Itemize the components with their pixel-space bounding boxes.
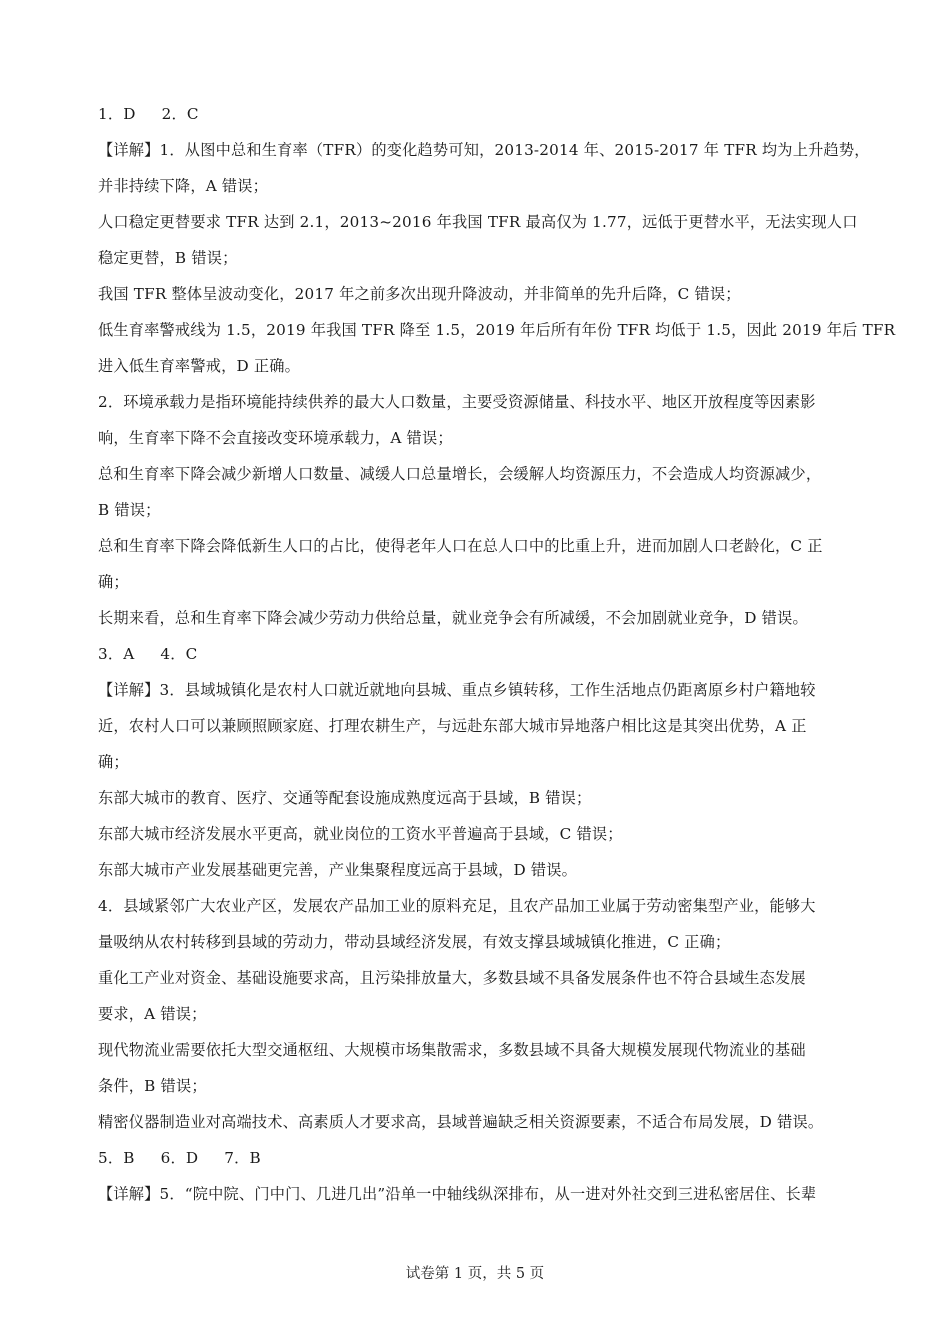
answer-key-line xyxy=(98,1140,860,1176)
answer-key-line xyxy=(98,96,860,132)
explanation-line: 近，农村人口可以兼顾照顾家庭、打理农耕生产，与远赴东部大城市异地落户相比这是其突出优势，A 正 xyxy=(98,717,807,735)
answer-key-line xyxy=(98,636,860,672)
explanation-line: 2．环境承载力是指环境能持续供养的最大人口数量，主要受资源储量、科技水平、地区开放程度等因素影 xyxy=(98,393,816,411)
answer-key-item: 5．B xyxy=(98,1149,135,1167)
explanation-line: 人口稳定更替要求 TFR 达到 2.1，2013~2016 年我国 TFR 最高仅为 1.77，远低于更替水平，无法实现人口 xyxy=(98,213,858,231)
explanation-line: B 错误； xyxy=(98,501,161,519)
explanation-line: 要求，A 错误； xyxy=(98,1005,207,1023)
explanation-line: 东部大城市的教育、医疗、交通等配套设施成熟度远高于县域，B 错误； xyxy=(98,789,592,807)
explanation-line: 重化工产业对资金、基础设施要求高，且污染排放量大，多数县域不具备发展条件也不符合县域生态发展 xyxy=(98,969,806,987)
explanation-line: 现代物流业需要依托大型交通枢纽、大规模市场集散需求，多数县域不具备大规模发展现代物流业的基础 xyxy=(98,1041,806,1059)
explanation-line: 东部大城市产业发展基础更完善，产业集聚程度远高于县域，D 错误。 xyxy=(98,861,578,879)
explanation-line: 【详解】1．从图中总和生育率（TFR）的变化趋势可知，2013-2014 年、2015-2017 年 TFR 均为上升趋势， xyxy=(98,141,870,159)
answer-key-item: 1．D xyxy=(98,105,136,123)
answer-explanations xyxy=(98,96,896,1212)
explanation-line: 长期来看，总和生育率下降会减少劳动力供给总量，就业竞争会有所减缓，不会加剧就业竞争，D 错误。 xyxy=(98,609,808,627)
explanation-line: 精密仪器制造业对高端技术、高素质人才要求高，县域普遍缺乏相关资源要素，不适合布局发展，D 错误。 xyxy=(98,1113,824,1131)
explanation-line: 确； xyxy=(98,753,129,771)
explanation-line: 总和生育率下降会降低新生人口的占比，使得老年人口在总人口中的比重上升，进而加剧人口老龄化，C 正 xyxy=(98,537,823,555)
answer-key-item: 6．D xyxy=(160,1149,199,1167)
explanation-line: 进入低生育率警戒，D 正确。 xyxy=(98,357,301,375)
explanation-line: 东部大城市经济发展水平更高，就业岗位的工资水平普遍高于县域，C 错误； xyxy=(98,825,623,843)
page-footer: 试卷第 1 页，共 5 页 xyxy=(405,1266,545,1282)
explanation-line: 稳定更替，B 错误； xyxy=(98,249,238,267)
explanation-line: 【详解】3．县域城镇化是农村人口就近就地向县城、重点乡镇转移，工作生活地点仍距离原乡村户籍地较 xyxy=(98,681,816,699)
answer-key-item: 4．C xyxy=(160,645,198,663)
explanation-line: 量吸纳从农村转移到县域的劳动力，带动县域经济发展，有效支撑县域城镇化推进，C 正确； xyxy=(98,933,731,951)
explanation-line: 【详解】5．“院中院、门中门、几进几出”沿单一中轴线纵深排布，从一进对外社交到三进私密居住、长辈 xyxy=(98,1185,817,1203)
answer-key-item: 2．C xyxy=(161,105,199,123)
explanation-line: 响，生育率下降不会直接改变环境承载力，A 错误； xyxy=(98,429,453,447)
explanation-line: 并非持续下降，A 错误； xyxy=(98,177,269,195)
explanation-line: 确； xyxy=(98,573,129,591)
answer-key-item: 3．A xyxy=(98,645,135,663)
explanation-line: 低生育率警戒线为 1.5，2019 年我国 TFR 降至 1.5，2019 年后所有年份 TFR 均低于 1.5，因此 2019 年后 TFR xyxy=(98,321,896,339)
answer-key-item: 7．B xyxy=(224,1149,261,1167)
explanation-line: 4．县域紧邻广大农业产区，发展农产品加工业的原料充足，且农产品加工业属于劳动密集型产业，能够大 xyxy=(98,897,816,915)
explanation-line: 总和生育率下降会减少新增人口数量、减缓人口总量增长，会缓解人均资源压力，不会造成人均资源减少， xyxy=(98,465,822,483)
explanation-line: 我国 TFR 整体呈波动变化，2017 年之前多次出现升降波动，并非简单的先升后降，C 错误； xyxy=(98,285,741,303)
explanation-line: 条件，B 错误； xyxy=(98,1077,207,1095)
